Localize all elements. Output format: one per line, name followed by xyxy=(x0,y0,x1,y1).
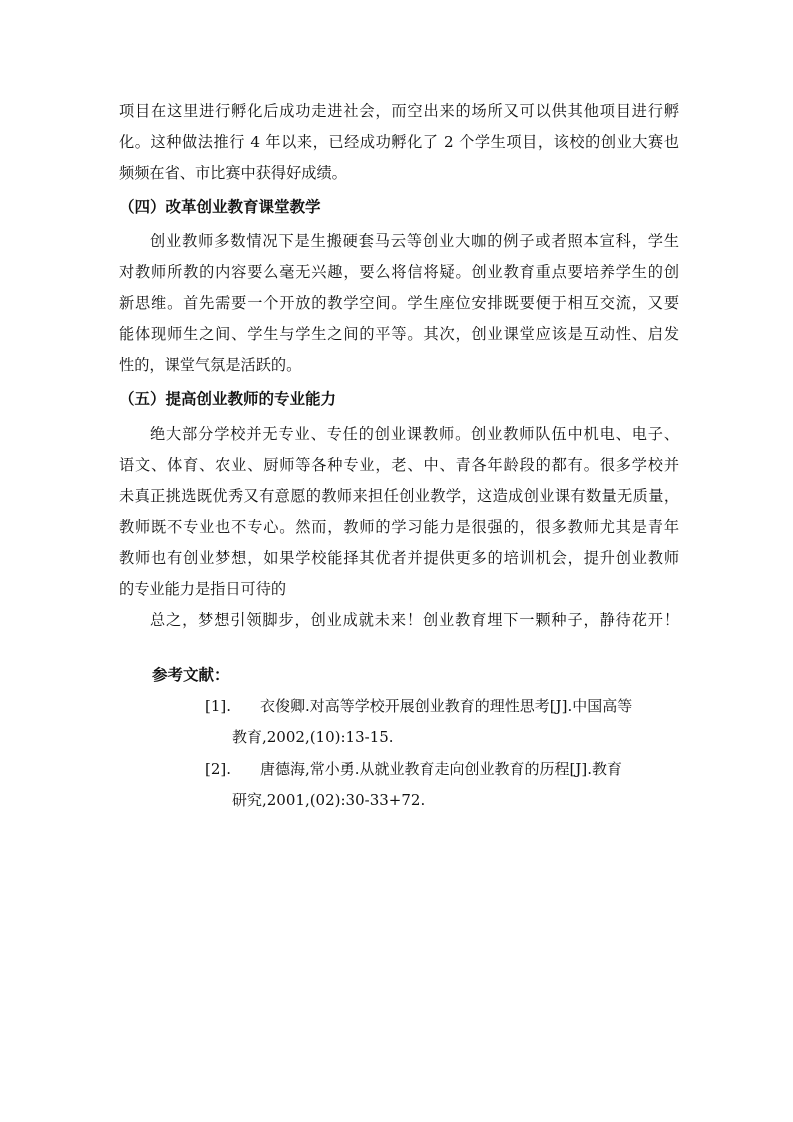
body-text-line: 频频在省、市比赛中获得好成绩。 xyxy=(119,164,347,182)
body-text-line: 语文、体育、农业、厨师等各种专业，老、中、青各年龄段的都有。很多学校并 xyxy=(119,456,679,474)
body-text-line: 化。这种做法推行 4 年以来，已经成功孵化了 2 个学生项目，该校的创业大赛也 xyxy=(119,133,679,151)
body-text-line: 对教师所教的内容要么毫无兴趣，要么将信将疑。创业教育重点要培养学生的创 xyxy=(119,263,679,281)
body-text-line: 新思维。首先需要一个开放的教学空间。学生座位安排既要便于相互交流，又要 xyxy=(119,294,679,312)
body-text-line: 的专业能力是指日可待的 xyxy=(119,580,287,598)
section-heading: （四）改革创业教育课堂教学 xyxy=(119,198,321,216)
reference-text: 衣俊卿.对高等学校开展创业教育的理性思考[J].中国高等 xyxy=(260,697,633,715)
reference-text: 唐德海,常小勇.从就业教育走向创业教育的历程[J].教育 xyxy=(260,760,623,778)
section-heading: （五）提高创业教师的专业能力 xyxy=(119,390,337,408)
body-text-line: 教师也有创业梦想，如果学校能择其优者并提供更多的培训机会，提升创业教师 xyxy=(119,549,679,567)
reference-text: 研究,2001,(02):30-33+72. xyxy=(232,791,426,809)
conclusion-text: 总之，梦想引领脚步，创业成就未来！创业教育埋下一颗种子，静待花开！ xyxy=(150,611,679,629)
reference-text: 教育,2002,(10):13-15. xyxy=(232,728,394,746)
body-text-line: 教师既不专业也不专心。然而，教师的学习能力是很强的，很多教师尤其是青年 xyxy=(119,518,679,536)
body-text-line: 创业教师多数情况下是生搬硬套马云等创业大咖的例子或者照本宣科，学生 xyxy=(150,232,679,250)
reference-number: [2]. xyxy=(205,760,232,778)
body-text-line: 项目在这里进行孵化后成功走进社会，而空出来的场所又可以供其他项目进行孵 xyxy=(119,102,679,120)
body-text-line: 绝大部分学校并无专业、专任的创业课教师。创业教师队伍中机电、电子、 xyxy=(150,425,679,443)
references-title: 参考文献： xyxy=(152,666,230,684)
reference-number: [1]. xyxy=(205,697,232,715)
body-text-line: 未真正挑选既优秀又有意愿的教师来担任创业教学，这造成创业课有数量无质量， xyxy=(119,487,679,505)
body-text-line: 能体现师生之间、学生与学生之间的平等。其次，创业课堂应该是互动性、启发 xyxy=(119,325,679,343)
body-text-line: 性的，课堂气氛是活跃的。 xyxy=(119,356,302,374)
